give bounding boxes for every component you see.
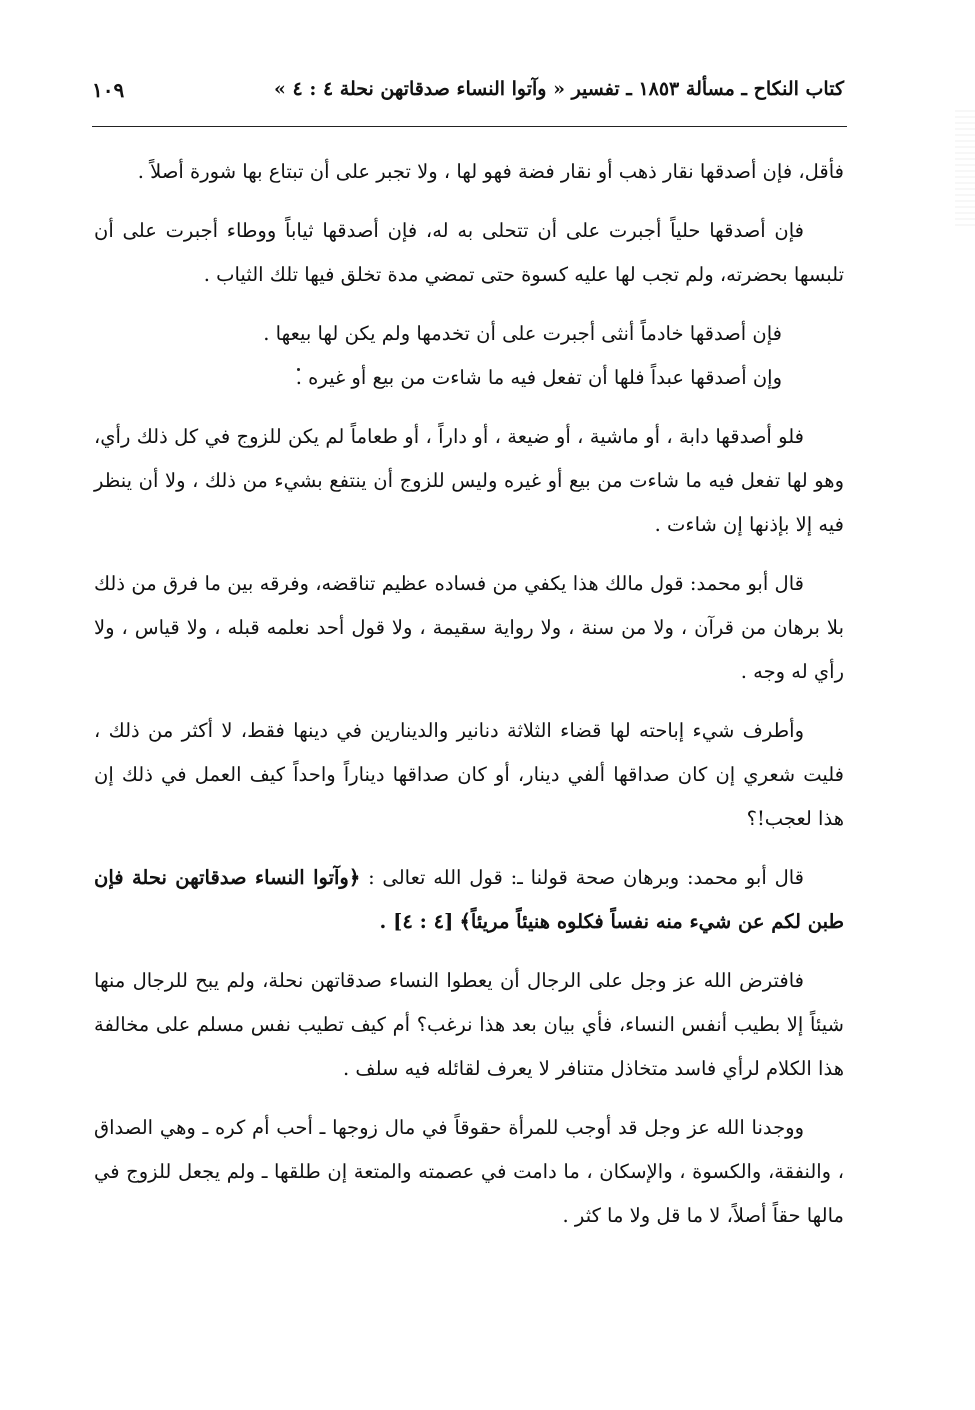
paragraph: وإن أصدقها عبداً فلها أن تفعل فيه ما شاءت من بيع أو غيره . bbox=[295, 366, 782, 389]
paragraph: فلو أصدقها دابة ، أو ماشية ، أو ضيعة ، أو داراً ، أو طعاماً لم يكن للزوج في كل ذلك رأي، وهو لها تفعل فيه ما شاءت من بيع أو غيره وليس للزوج أن ينتفع بشيء من ذلك ، ولا أن ينظر فيه إلا بإذنها إن شاءت . bbox=[94, 425, 844, 536]
paragraph: فافترض الله عز وجل على الرجال أن يعطوا النساء صدقاتهن نحلة، ولم يبح للرجال منها شيئاً إلا بطيب أنفس النساء، فأي بيان بعد هذا نرغب؟ أم كيف تطيب نفس مسلم على مخالفة هذا الكلام لرأي فاسد متخاذل متنافر لا يعرف لقائله فيه سلف . bbox=[94, 969, 844, 1080]
paragraph: وأطرف شيء إباحته لها قضاء الثلاثة دنانير والدينارين في دينها فقط، لا أكثر من ذلك ، فليت شعري إن كان صداقها ألفي دينار، أو كان صداقها ديناراً واحداً كيف العمل في ذلك إن هذا لعجب!؟ bbox=[94, 719, 844, 830]
header-divider bbox=[92, 126, 847, 127]
paragraph: فأقل، فإن أصدقها نقار ذهب أو نقار فضة فهو لها ، ولا تجبر على أن تبتاع بها شورة أصلاً . bbox=[137, 160, 844, 183]
header-title: كتاب النكاح ـ مسألة ١٨٥٣ ـ تفسير « وآتوا النساء صدقاتهن نحلة ٤ : ٤ » bbox=[273, 78, 844, 100]
running-header bbox=[92, 70, 844, 114]
page-number: ١٠٩ bbox=[92, 78, 125, 102]
main-text bbox=[94, 150, 844, 1253]
proof-intro: قال أبو محمد: وبرهان صحة قولنا ـ: قول الله تعالى : bbox=[368, 866, 804, 889]
paragraph: فإن أصدقها خادماً أنثى أجبرت على أن تخدمها ولم يكن لها بيعها . bbox=[263, 322, 782, 345]
scan-edge-noise bbox=[955, 110, 975, 230]
verse-reference: [٤ : ٤] . bbox=[379, 910, 454, 933]
proof-paragraph bbox=[94, 856, 844, 944]
paragraph: فإن أصدقها حلياً أجبرت على أن تتحلى به له، فإن أصدقها ثياباً ووطاء أجبرت على أن تلبسها بحضرته، ولم تجب لها عليه كسوة حتى تمضي مدة تخلق فيها تلك الثياب . bbox=[94, 219, 844, 286]
quran-verse: ﴿وآتوا النساء صدقاتهن نحلة فإن طبن لكم عن شيء منه نفساً فكلوه هنيئاً مريئاً﴾ bbox=[94, 866, 844, 933]
paragraph: قال أبو محمد: قول مالك هذا يكفي من فساده عظيم تناقضه، وفرقه بين ما فرق من ذلك بلا برهان من قرآن ، ولا من سنة ، ولا رواية سقيمة ، ولا قول أحد نعلمه قبله ، ولا قياس ، ولا رأي له وجه . bbox=[94, 572, 844, 683]
paragraph: ووجدنا الله عز وجل قد أوجب للمرأة حقوقاً في مال زوجها ـ أحب أم كره ـ وهي الصداق ، والنفقة، والكسوة ، والإسكان ، ما دامت في عصمته والمتعة إن طلقها ـ ولم يجعل للزوج في مالها حقاً أصلاً، لا ما قل ولا ما كثر . bbox=[94, 1116, 844, 1227]
